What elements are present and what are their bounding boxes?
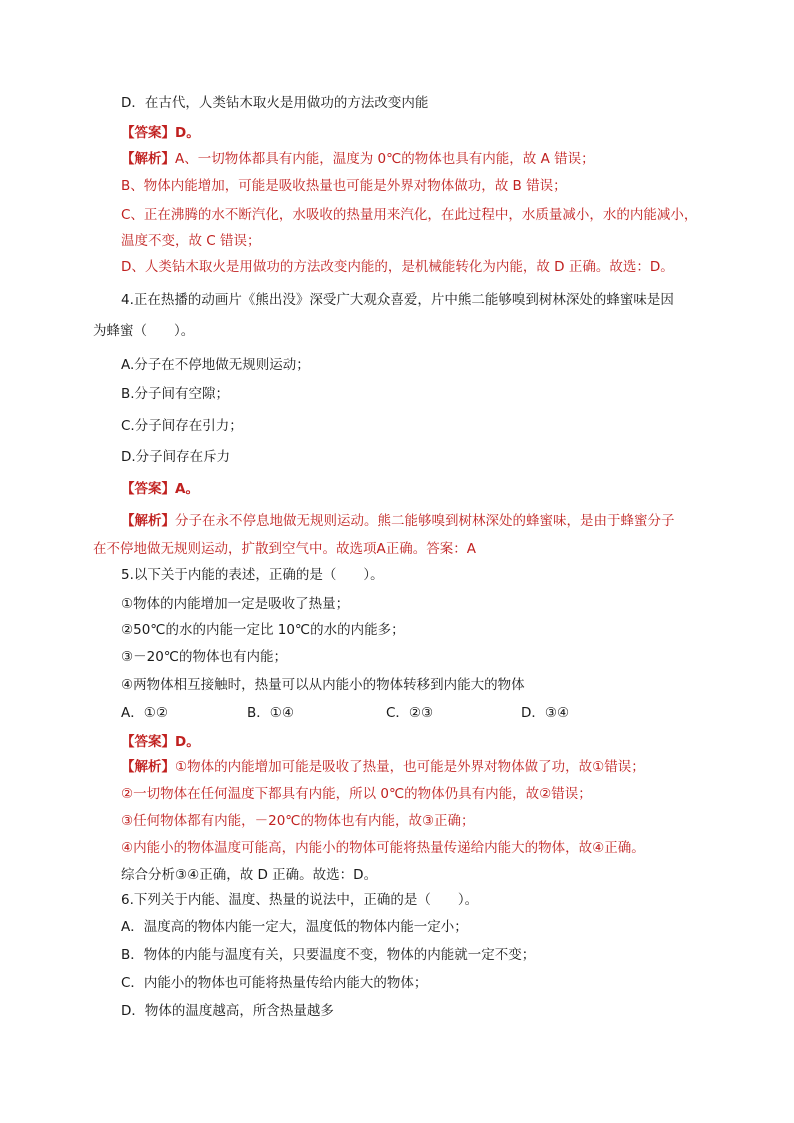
analysis-text: ①物体的内能增加可能是吸收了热量，也可能是外界对物体做了功，故①错误； xyxy=(175,759,645,775)
q3-analysis-line-2: B、物体内能增加，可能是吸收热量也可能是外界对物体做功，故 B 错误； xyxy=(121,178,567,194)
q5-analysis-line-1 xyxy=(121,758,645,776)
q3-analysis-line-5: D、人类钻木取火是用做功的方法改变内能的，是机械能转化为内能，故 D 正确。故选：D。 xyxy=(121,259,674,275)
q5-analysis-line-2: ②一切物体在任何温度下都具有内能，所以 0℃的物体仍具有内能，故②错误； xyxy=(121,786,592,802)
q5-analysis-line-4: ④内能小的物体温度可能高，内能小的物体可能将热量传递给内能大的物体，故④正确。 xyxy=(121,840,645,856)
q5-statement-3: ③－20℃的物体也有内能； xyxy=(121,649,287,665)
q5-answer: 【答案】D。 xyxy=(121,734,200,750)
q5-option-b: B．①④ xyxy=(247,705,294,721)
q5-stem: 5.以下关于内能的表述，正确的是（ ）。 xyxy=(121,567,384,583)
analysis-text: A、一切物体都具有内能，温度为 0℃的物体也具有内能，故 A 错误； xyxy=(175,151,595,167)
q5-summary: 综合分析③④正确，故 D 正确。故选：D。 xyxy=(121,867,378,883)
q5-option-d: D．③④ xyxy=(521,705,570,721)
q5-option-c: C．②③ xyxy=(386,705,434,721)
q3-analysis-line-3: C、正在沸腾的水不断汽化，水吸收的热量用来汽化，在此过程中，水质量减小，水的内能减小， xyxy=(121,207,698,223)
q3-analysis-line-1 xyxy=(121,150,595,168)
q4-stem-line-1: 4.正在热播的动画片《熊出没》深受广大观众喜爱，片中熊二能够嗅到树林深处的蜂蜜味是因 xyxy=(121,292,674,308)
q5-analysis-line-3: ③任何物体都有内能，－20℃的物体也有内能，故③正确； xyxy=(121,813,475,829)
analysis-label: 【解析】 xyxy=(121,759,175,775)
q5-option-a: A．①② xyxy=(121,705,168,721)
q4-option-a: A.分子在不停地做无规则运动； xyxy=(121,357,310,373)
q4-option-b: B.分子间有空隙； xyxy=(121,386,230,402)
q4-analysis-line-2: 在不停地做无规则运动，扩散到空气中。故选项A正确。答案：A xyxy=(93,541,476,557)
q6-option-c: C．内能小的物体也可能将热量传给内能大的物体； xyxy=(121,975,428,991)
q3-option-d: D．在古代，人类钻木取火是用做功的方法改变内能 xyxy=(121,95,429,111)
q3-answer: 【答案】D。 xyxy=(121,125,200,141)
q6-option-b: B．物体的内能与温度有关，只要温度不变，物体的内能就一定不变； xyxy=(121,947,536,963)
q6-option-d: D．物体的温度越高，所含热量越多 xyxy=(121,1003,334,1019)
q4-option-d: D.分子间存在斥力 xyxy=(121,449,231,465)
q4-stem-line-2: 为蜂蜜（ ）。 xyxy=(93,323,195,339)
q5-statement-4: ④两物体相互接触时，热量可以从内能小的物体转移到内能大的物体 xyxy=(121,677,525,693)
q5-statement-1: ①物体的内能增加一定是吸收了热量； xyxy=(121,596,350,612)
q3-analysis-line-4: 温度不变，故 C 错误； xyxy=(121,233,261,249)
q6-stem: 6.下列关于内能、温度、热量的说法中，正确的是（ ）。 xyxy=(121,892,479,908)
analysis-label: 【解析】 xyxy=(121,513,175,529)
q5-statement-2: ②50℃的水的内能一定比 10℃的水的内能多； xyxy=(121,622,405,638)
analysis-label: 【解析】 xyxy=(121,151,175,167)
q4-analysis-line-1 xyxy=(121,512,675,530)
analysis-text: 分子在永不停息地做无规则运动。熊二能够嗅到树林深处的蜂蜜味，是由于蜂蜜分子 xyxy=(175,513,675,529)
q4-option-c: C.分子间存在引力； xyxy=(121,418,243,434)
q6-option-a: A．温度高的物体内能一定大，温度低的物体内能一定小； xyxy=(121,919,468,935)
q4-answer: 【答案】A。 xyxy=(121,481,199,497)
